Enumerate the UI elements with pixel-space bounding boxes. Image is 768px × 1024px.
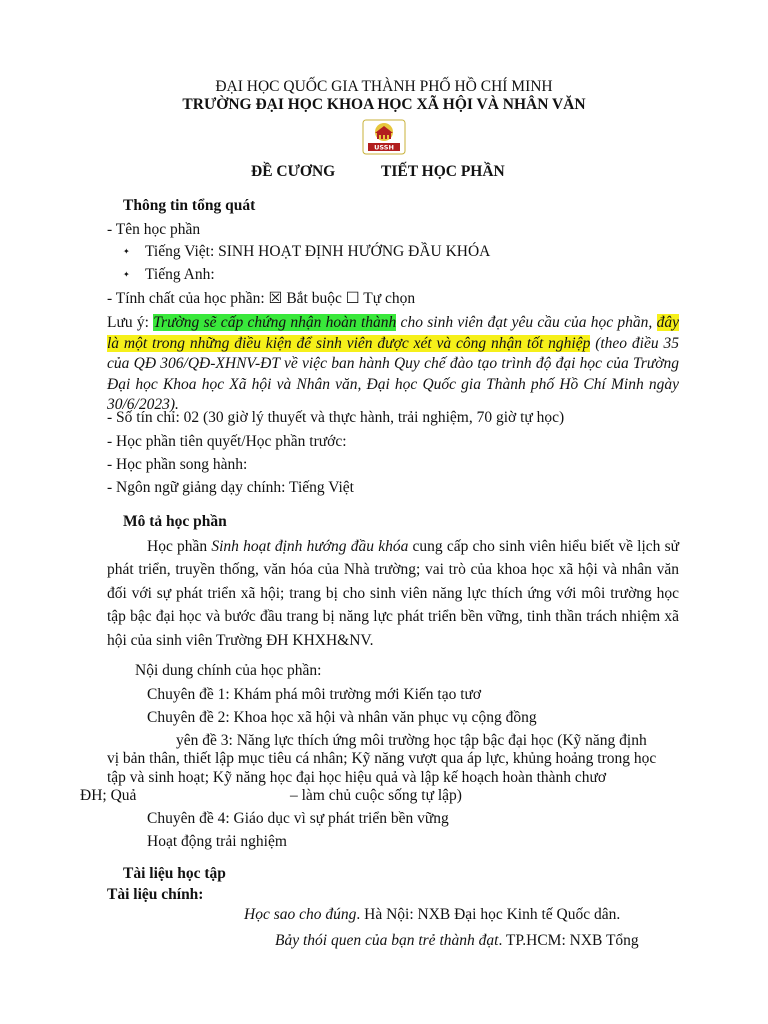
- main-materials-heading: Tài liệu chính:: [107, 886, 204, 903]
- credits: - Số tín chỉ: 02 (30 giờ lý thuyết và thực hành, trải nghiệm, 70 giờ tự học): [107, 409, 565, 426]
- reference-1: Học sao cho đúng. Hà Nội: NXB Đại học Kinh tế Quốc dân.: [244, 906, 621, 923]
- note-paragraph: Lưu ý: Trường sẽ cấp chứng nhận hoàn thành cho sinh viên đạt yêu cầu của học phần, đây là một trong những điều kiện để sinh viên được xét và công nhận tốt nghiệp (theo điều 35 của QĐ 306/QĐ-XHNV-ĐT về việc ban hành Quy chế đào tạo trình độ đại học của Trường Đại học Khoa học Xã hội và Nhân văn, Đại học Quốc gia Thành phố Hồ Chí Minh ngày 30/6/2023).: [107, 314, 679, 413]
- logo-text: USSH: [374, 143, 394, 152]
- prerequisite: - Học phần tiên quyết/Học phần trước:: [107, 433, 347, 450]
- course-name-label: - Tên học phần: [107, 221, 201, 238]
- general-heading: Thông tin tổng quát: [123, 197, 256, 214]
- course-name-vi: ✦ Tiếng Việt: SINH HOẠT ĐỊNH HƯỚNG ĐẦU KHÓA: [123, 241, 490, 263]
- topic-2: Chuyên đề 2: Khoa học xã hội và nhân văn phục vụ cộng đồng: [147, 709, 537, 726]
- description-paragraph: Học phần Sinh hoạt định hướng đầu khóa cung cấp cho sinh viên hiểu biết về lịch sử phát triển, truyền thống, văn hóa của Nhà trường; vai trò của khoa học xã hội và nhân văn đối với sự phát triển xã hội; trang bị cho sinh viên năng lực thích ứng với môi trường học tập bậc đại học và bước đầu trang bị năng lực phát triển bền vững, tinh thần trách nhiệm xã hội của sinh viên Trường ĐH KHXH&NV.: [107, 538, 680, 649]
- content-intro: Nội dung chính của học phần:: [135, 662, 322, 679]
- materials-heading: Tài liệu học tập: [123, 865, 226, 882]
- topic-4: Chuyên đề 4: Giáo dục vì sự phát triển bền vững: [147, 810, 449, 827]
- topic-3-line-4a: ĐH; Quả: [80, 787, 137, 804]
- doc-title-part2: TIẾT HỌC PHẦN: [381, 163, 505, 180]
- teaching-language: - Ngôn ngữ giảng dạy chính: Tiếng Việt: [107, 479, 354, 496]
- unchecked-box-icon: ☐: [345, 290, 360, 307]
- topic-3-line-2: vị bản thân, thiết lập mục tiêu cá nhân; Kỹ năng vượt qua áp lực, khủng hoảng trong học: [107, 750, 657, 767]
- checked-box-icon: ☒: [268, 290, 283, 307]
- topic-3-line-1: yên đề 3: Năng lực thích ứng môi trường học tập bậc đại học (Kỹ năng định: [176, 732, 647, 749]
- highlight-green: Trường sẽ cấp chứng nhận hoàn thành: [153, 314, 397, 331]
- course-nature: - Tính chất của học phần: ☒ Bắt buộc ☐ Tự chọn: [107, 290, 416, 307]
- university-name: ĐẠI HỌC QUỐC GIA THÀNH PHỐ HỒ CHÍ MINH: [215, 78, 553, 95]
- highlight-yellow: đây là một trong những điều kiện để sinh viên được xét và công nhận tốt nghiệp: [107, 314, 679, 352]
- school-name: TRƯỜNG ĐẠI HỌC KHOA HỌC XÃ HỘI VÀ NHÂN VĂN: [182, 96, 586, 113]
- topic-1: Chuyên đề 1: Khám phá môi trường mới Kiến tạo tươ: [147, 686, 482, 703]
- description-heading: Mô tả học phần: [123, 513, 227, 530]
- course-name-en: ✦ Tiếng Anh:: [123, 264, 215, 286]
- topic-3-line-4b: – làm chủ cuộc sống tự lập): [290, 787, 462, 804]
- experiential-activity: Hoạt động trải nghiệm: [147, 833, 287, 850]
- topic-3-line-3: tập và sinh hoạt; Kỹ năng học đại học hiệu quả và lập kế hoạch hoàn thành chươ: [107, 769, 607, 786]
- doc-title-part1: ĐỀ CƯƠNG: [251, 163, 336, 180]
- parallel-course: - Học phần song hành:: [107, 456, 248, 473]
- bullet-icon: ✦: [123, 270, 130, 280]
- reference-2: Bảy thói quen của bạn trẻ thành đạt. TP.HCM: NXB Tổng: [275, 932, 639, 949]
- university-logo: [362, 119, 406, 155]
- bullet-icon: ✦: [123, 247, 130, 257]
